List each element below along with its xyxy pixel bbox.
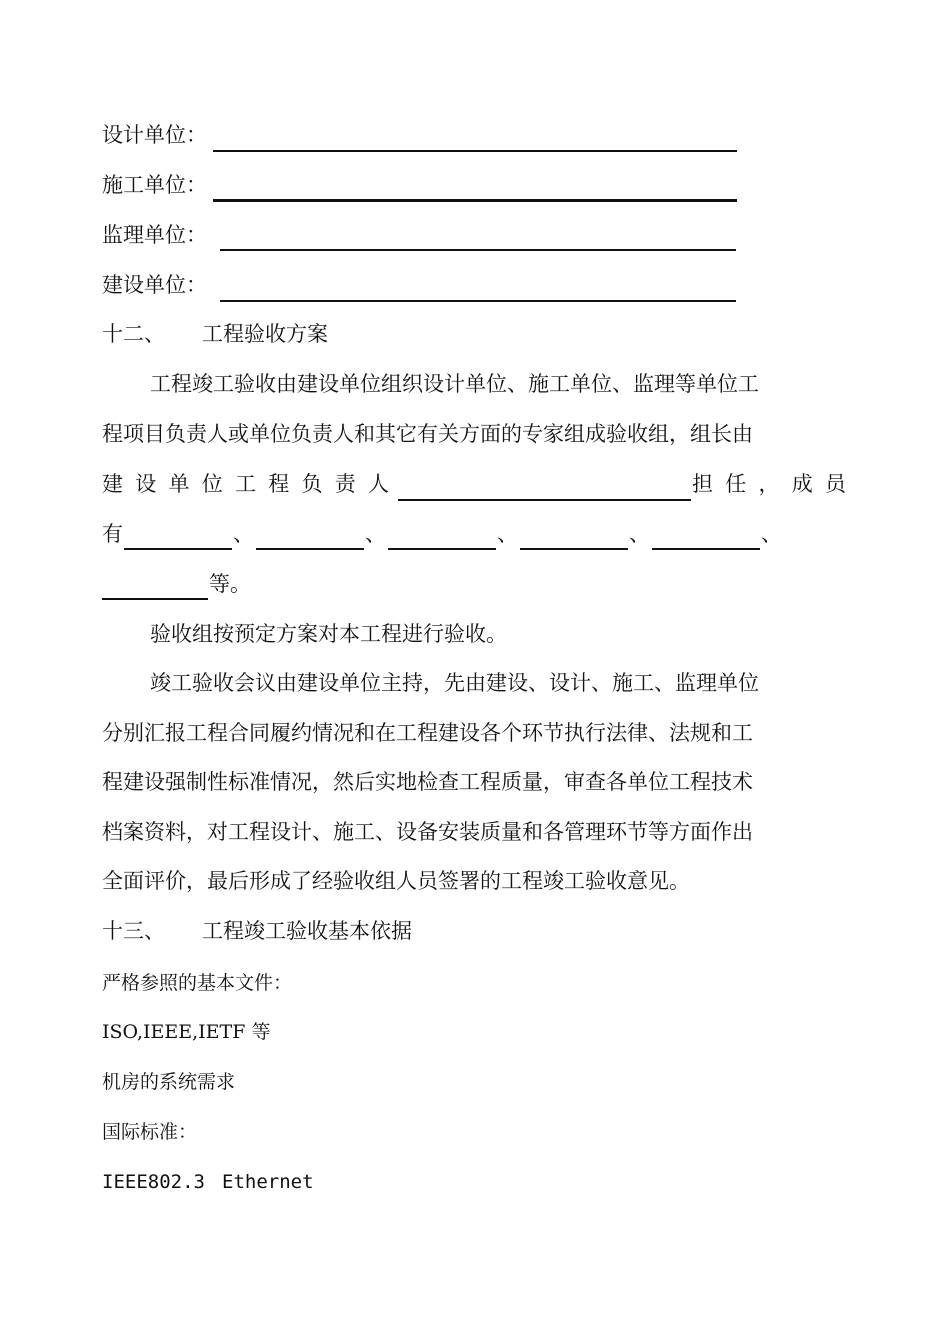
para3-line4: 档案资料，对工程设计、施工、设备安装质量和各管理环节等方面作出 — [102, 820, 753, 844]
member-blank-5[interactable] — [652, 548, 760, 550]
members-text-char-3: ， — [758, 472, 780, 496]
room-requirements: 机房的系统需求 — [102, 1071, 236, 1093]
supervision-unit-blank[interactable] — [220, 249, 736, 251]
member-blank-2[interactable] — [256, 548, 364, 550]
para3-line5: 全面评价，最后形成了经验收组人员签署的工程竣工验收意见。 — [102, 869, 690, 893]
member-blank-6[interactable] — [102, 598, 208, 600]
para1-end: 等。 — [209, 572, 251, 596]
leader-text-char-8: 责 — [334, 472, 356, 496]
construction-unit-label: 施工单位： — [102, 173, 207, 197]
member-blank-3[interactable] — [388, 548, 496, 550]
para1-line1-text: 工程竣工验收由建设单位组织设计单位、施工单位、监理等单位工 — [150, 372, 759, 396]
para2: 验收组按预定方案对本工程进行验收。 — [150, 622, 507, 646]
team-leader-blank[interactable] — [398, 499, 691, 501]
section-12-title: 工程验收方案 — [202, 322, 328, 346]
member-blank-4[interactable] — [520, 548, 628, 550]
member-sep-2: 、 — [365, 522, 386, 546]
leader-text-char-4: 位 — [201, 472, 223, 496]
basis-label: 严格参照的基本文件： — [102, 972, 293, 994]
para3-line1: 竣工验收会议由建设单位主持，先由建设、设计、施工、监理单位 — [150, 671, 759, 695]
members-text-char-4: 成 — [791, 472, 813, 496]
para3-line2: 分别汇报工程合同履约情况和在工程建设各个环节执行法律、法规和工 — [102, 721, 753, 745]
leader-text-char-3: 单 — [168, 472, 190, 496]
design-unit-blank[interactable] — [213, 150, 737, 152]
leader-text-char-7: 负 — [301, 472, 323, 496]
construction-unit-blank[interactable] — [213, 199, 737, 202]
standards-line: ISO,IEEE,IETF 等 — [102, 1021, 271, 1043]
para3-line3: 程建设强制性标准情况，然后实地检查工程质量，审查各单位工程技术 — [102, 770, 753, 794]
leader-text-char-6: 程 — [268, 472, 290, 496]
owner-unit-blank[interactable] — [220, 300, 736, 302]
leader-text-char-1: 建 — [102, 472, 123, 496]
member-sep-5: 、 — [761, 522, 782, 546]
leader-text-char-5: 工 — [235, 472, 256, 496]
ieee-name: Ethernet — [222, 1171, 314, 1193]
members-text-char-1: 担 — [692, 472, 713, 496]
section-13-title: 工程竣工验收基本依据 — [202, 919, 412, 943]
members-text-char-2: 任 — [725, 472, 747, 496]
para1-line1 — [150, 369, 846, 399]
intl-standards-label: 国际标准： — [102, 1121, 198, 1143]
members-prefix: 有 — [102, 522, 123, 546]
leader-text-char-9: 人 — [368, 472, 389, 496]
section-13-number: 十三、 — [102, 919, 165, 943]
ieee-code: IEEE802.3 — [102, 1171, 205, 1193]
para1-line2: 程项目负责人或单位负责人和其它有关方面的专家组成验收组，组长由 — [102, 422, 753, 446]
member-sep-1: 、 — [233, 522, 254, 546]
supervision-unit-label: 监理单位： — [102, 223, 207, 247]
members-text-char-5: 员 — [825, 472, 846, 496]
owner-unit-label: 建设单位： — [102, 273, 207, 297]
member-sep-3: 、 — [497, 522, 518, 546]
member-blank-1[interactable] — [124, 548, 232, 550]
member-sep-4: 、 — [629, 522, 650, 546]
leader-text-char-2: 设 — [135, 472, 157, 496]
design-unit-label: 设计单位： — [102, 123, 207, 147]
section-12-number: 十二、 — [102, 322, 165, 346]
para1-line3-leader — [102, 469, 389, 499]
para1-line3-members — [692, 469, 846, 499]
